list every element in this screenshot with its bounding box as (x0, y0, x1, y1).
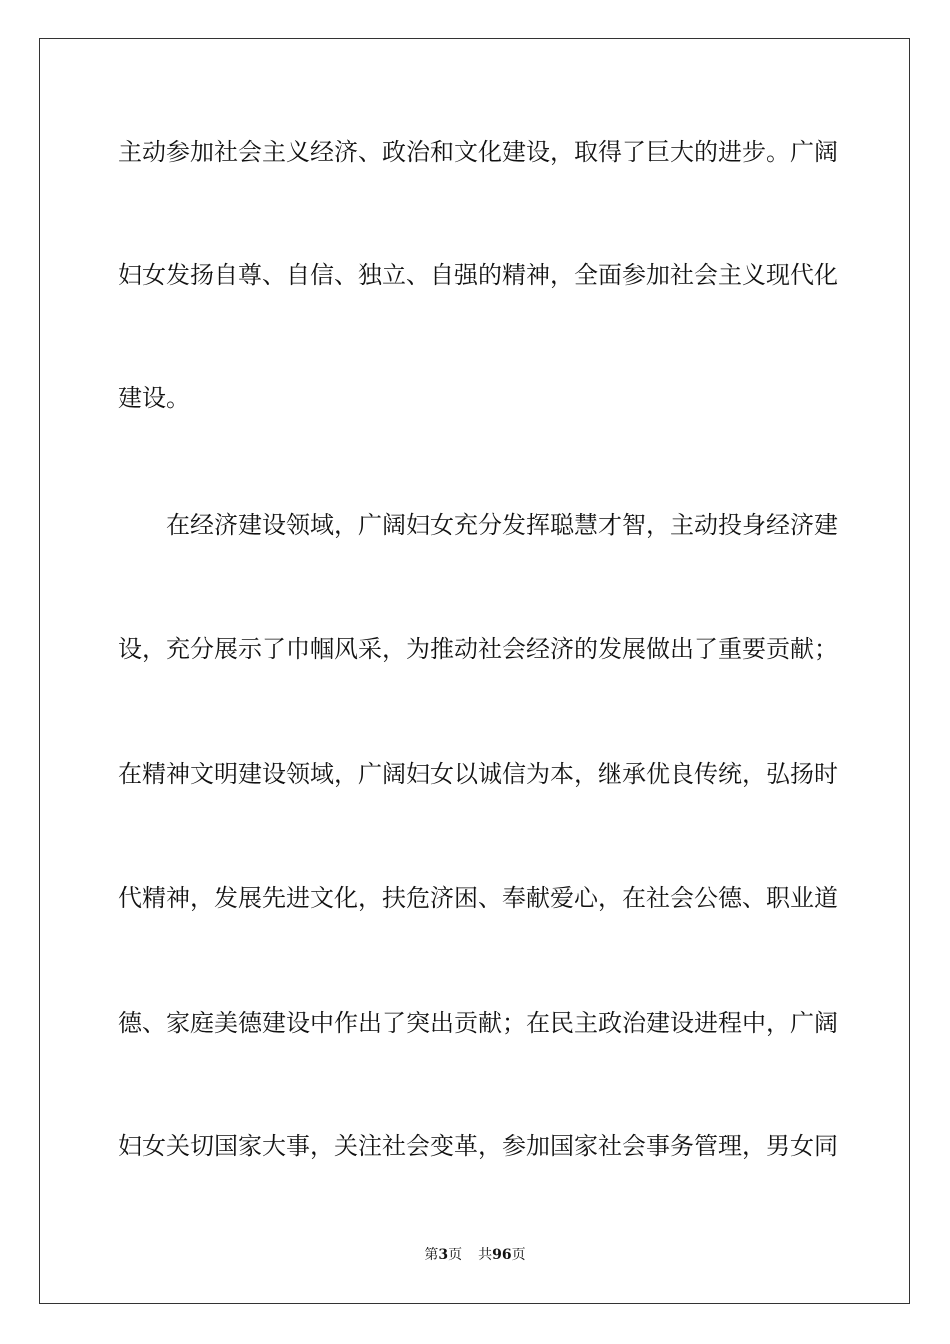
page-footer (0, 1246, 950, 1264)
body-text-line: 建设。 (118, 384, 190, 412)
page-frame (39, 38, 910, 1304)
total-pages-label: 共96页 (478, 1247, 526, 1263)
body-text-line: 妇女发扬自尊、自信、独立、自强的精神，全面参加社会主义现代化 (118, 261, 838, 289)
body-text-line: 设，充分展示了巾帼风采，为推动社会经济的发展做出了重要贡献； (118, 635, 838, 663)
body-text-line: 主动参加社会主义经济、政治和文化建设，取得了巨大的进步。广阔 (118, 138, 838, 166)
body-text-line: 代精神，发展先进文化，扶危济困、奉献爱心，在社会公德、职业道 (118, 884, 838, 912)
body-text-line: 在精神文明建设领域，广阔妇女以诚信为本，继承优良传统，弘扬时 (118, 760, 838, 788)
body-text-line: 妇女关切国家大事，关注社会变革，参加国家社会事务管理，男女同 (118, 1132, 838, 1160)
body-text-line: 德、家庭美德建设中作出了突出贡献；在民主政治建设进程中，广阔 (118, 1009, 838, 1037)
page-number-label: 第3页 (424, 1247, 463, 1263)
body-text-line: 在经济建设领域，广阔妇女充分发挥聪慧才智，主动投身经济建 (166, 511, 838, 539)
